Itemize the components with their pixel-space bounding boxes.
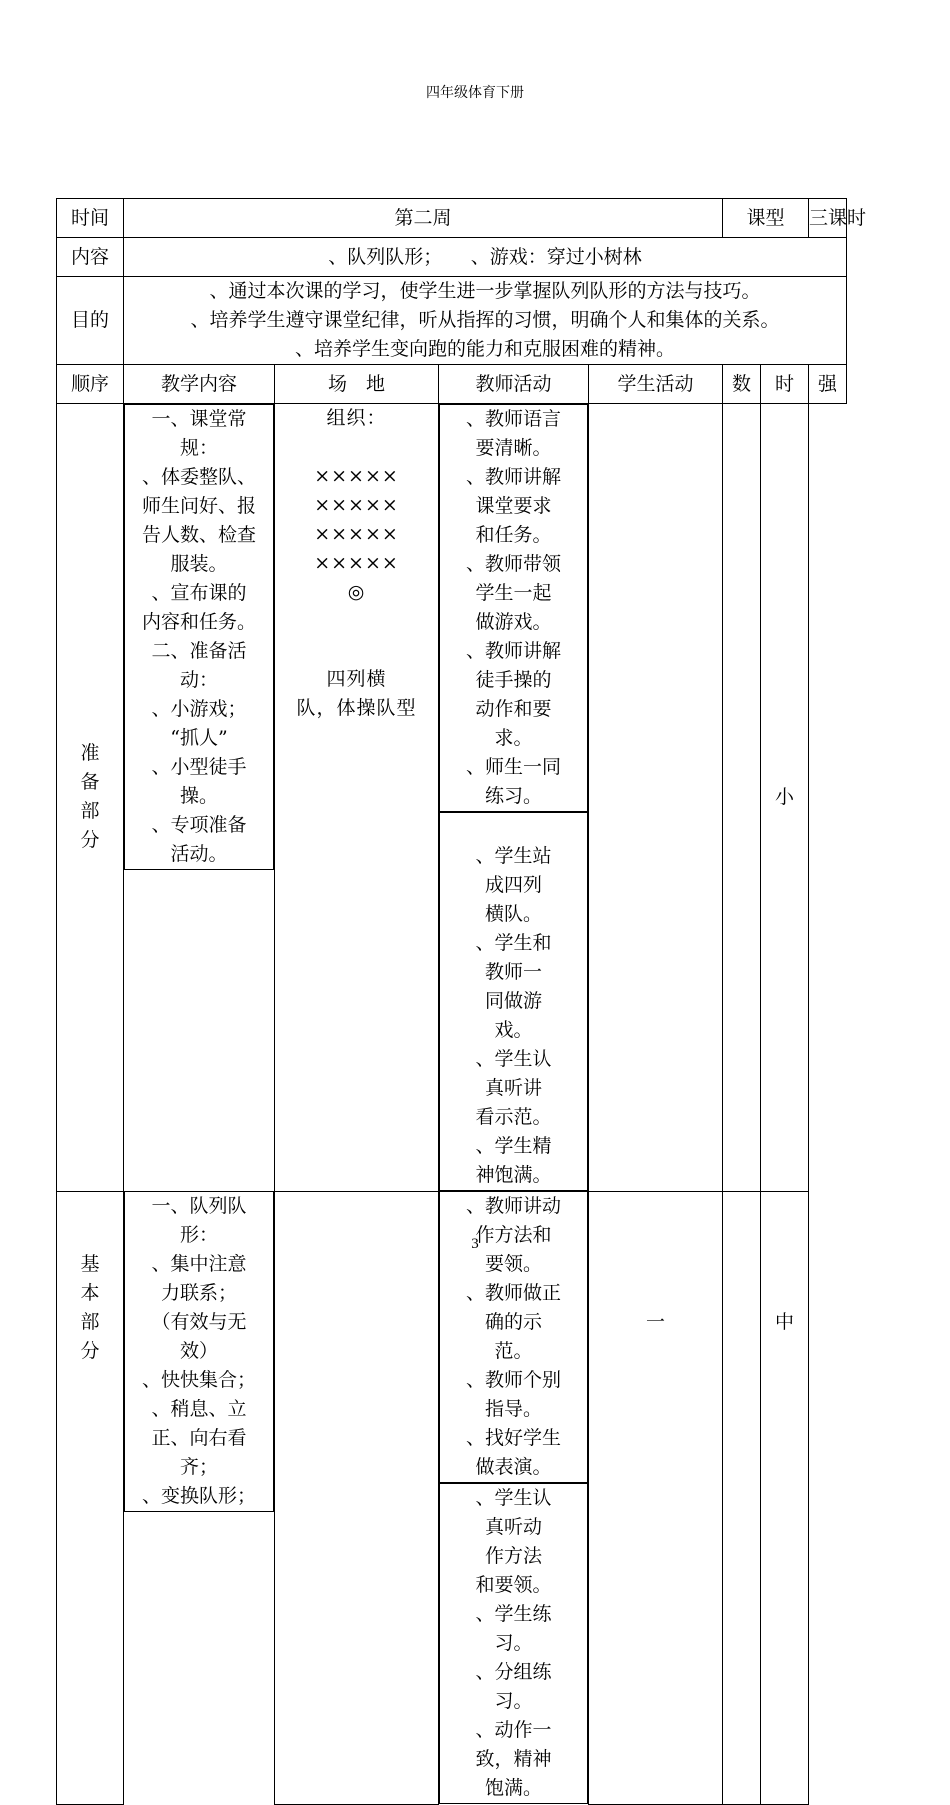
content-line: 师生问好、报 (141, 495, 256, 517)
time-cell (723, 404, 761, 1192)
venue-line: 队，体操队型 (296, 697, 417, 719)
student-line: 、学生精 (475, 1135, 552, 1157)
teacher-line: 、教师个别 (465, 1369, 561, 1391)
teacher-line: 、教师带领 (465, 553, 561, 575)
content-line: 形： (179, 1224, 218, 1246)
venue-cell (275, 404, 439, 1192)
teacher-line: 、教师讲解 (465, 466, 561, 488)
student-line: 神饱满。 (475, 1164, 552, 1186)
count-cell: 一 (589, 1191, 723, 1804)
student-line: 、动作一 (475, 1719, 552, 1741)
teacher-line: 和任务。 (475, 524, 552, 546)
content-line: 、小游戏； (151, 698, 247, 720)
content-line: 效） (179, 1340, 218, 1362)
student-line: 同做游 (484, 990, 542, 1012)
teacher-line: 动作和要 (475, 698, 552, 720)
teaching-content-cell (124, 404, 274, 870)
student-activity-cell (439, 1483, 588, 1804)
teacher-line: 、教师语言 (465, 408, 561, 430)
student-line: 和要领。 (475, 1574, 552, 1596)
type-label: 课型 (723, 199, 809, 238)
goal-row (57, 277, 847, 365)
teacher-line: 徒手操的 (475, 669, 552, 691)
teacher-line: 要领。 (484, 1253, 542, 1275)
student-line: 教师一 (484, 961, 542, 983)
teacher-line: 学生一起 (475, 582, 552, 604)
teacher-line: 、师生一同 (465, 756, 561, 778)
formation-row: ××××× (314, 494, 399, 516)
col-student-activity: 学生活动 (589, 365, 723, 404)
student-line: 饱满。 (484, 1777, 542, 1799)
count-cell (589, 404, 723, 1192)
column-header-row (57, 365, 847, 404)
intensity-cell: 小 (761, 404, 809, 1192)
intensity-cell: 中 (761, 1191, 809, 1804)
section-label-char: 本 (80, 1281, 100, 1304)
col-intensity: 强 (809, 365, 847, 404)
student-line: 成四列 (484, 874, 542, 896)
teacher-line: 、找好学生 (465, 1427, 561, 1449)
student-line: 、学生练 (475, 1603, 552, 1625)
page-number: 3 (471, 1236, 479, 1252)
student-line: 、学生和 (475, 932, 552, 954)
student-line: 作方法 (484, 1545, 542, 1567)
type-value: 三课时 (809, 199, 847, 238)
content-line: 服装。 (170, 553, 228, 575)
section-label-char: 部 (80, 1310, 100, 1333)
content-line: 告人数、检查 (141, 524, 256, 546)
venue-line: 四列横 (326, 668, 387, 690)
content-label: 内容 (57, 238, 124, 277)
section-preparation (57, 404, 847, 1192)
section-label-char: 准 (80, 742, 100, 765)
teacher-line: 作方法和 (475, 1224, 552, 1246)
teacher-activity-cell (439, 1191, 588, 1483)
section-label-char: 分 (80, 829, 100, 852)
goal-item: 、通过本次课的学习，使学生进一步掌握队列队形的方法与技巧。 (209, 280, 761, 302)
section-label (57, 1191, 124, 1804)
time-row (57, 199, 847, 238)
teacher-line: 、教师讲解 (465, 640, 561, 662)
content-line: 内容和任务。 (141, 611, 256, 633)
content-line: 、专项准备 (151, 814, 247, 836)
goal-list (124, 277, 847, 365)
teacher-line: 做表演。 (475, 1456, 552, 1478)
teacher-line: 、教师做正 (465, 1282, 561, 1304)
section-label-char: 基 (80, 1252, 100, 1275)
teacher-line: 做游戏。 (475, 611, 552, 633)
student-line: 戏。 (494, 1019, 533, 1041)
content-line: 正、向右看 (151, 1427, 247, 1449)
teacher-activity-cell (439, 404, 588, 812)
venue-line: 组织： (326, 407, 387, 429)
student-line: 、学生认 (475, 1048, 552, 1070)
time-value: 第二周 (124, 199, 723, 238)
section-label (57, 404, 124, 1192)
teacher-line: 确的示 (484, 1311, 542, 1333)
formation-row: ××××× (314, 465, 399, 487)
formation-row: ××××× (314, 552, 399, 574)
student-line: 横队。 (484, 903, 542, 925)
student-line (440, 813, 587, 842)
venue-line (275, 636, 438, 665)
content-line: 规： (179, 437, 218, 459)
student-line: 习。 (494, 1632, 533, 1654)
section-label-char: 部 (80, 800, 100, 823)
student-line: 、分组练 (475, 1661, 552, 1683)
time-label: 时间 (57, 199, 124, 238)
col-order: 顺序 (57, 365, 124, 404)
col-teacher-activity: 教师活动 (439, 365, 589, 404)
time-cell (723, 1191, 761, 1804)
teacher-line: 范。 (494, 1340, 533, 1362)
student-activity-cell (439, 812, 588, 1191)
section-label-char: 备 (80, 771, 100, 794)
content-line: 、快快集合； (141, 1369, 256, 1391)
student-line: 习。 (494, 1690, 533, 1712)
student-line: 、学生站 (475, 845, 552, 867)
teacher-line: 指导。 (484, 1398, 542, 1420)
venue-line (275, 607, 438, 636)
content-line: 活动。 (170, 843, 228, 865)
teacher-line: 、教师讲动 (465, 1195, 561, 1217)
teacher-line: 课堂要求 (475, 495, 552, 517)
content-line: 动： (179, 669, 218, 691)
teacher-position-marker: ◎ (347, 581, 366, 603)
venue-cell (275, 1191, 439, 1804)
content-line: 、小型徒手 (151, 756, 247, 778)
content-line: 、体委整队、 (141, 466, 256, 488)
student-line: 真听讲 (484, 1077, 542, 1099)
content-value: 、队列队形； 、游戏：穿过小树林 (124, 238, 847, 277)
formation-row: ××××× (314, 523, 399, 545)
content-row (57, 238, 847, 277)
venue-line (275, 433, 438, 462)
content-line: 、集中注意 (151, 1253, 247, 1275)
content-line: 齐； (179, 1456, 218, 1478)
section-label-char: 分 (80, 1339, 100, 1362)
lesson-plan-table (56, 198, 867, 1805)
goal-item: 、培养学生变向跑的能力和克服困难的精神。 (295, 338, 676, 360)
content-line: 、宣布课的 (151, 582, 247, 604)
col-time: 时 (761, 365, 809, 404)
teacher-line: 要清晰。 (475, 437, 552, 459)
content-line: “抓人” (170, 727, 228, 749)
content-line: （有效与无 (151, 1311, 247, 1333)
content-line: 、稍息、立 (151, 1398, 247, 1420)
goal-item: 、培养学生遵守课堂纪律，听从指挥的习惯，明确个人和集体的关系。 (190, 309, 780, 331)
content-line: 、变换队形； (141, 1485, 256, 1507)
page-header: 四年级体育下册 (426, 85, 524, 101)
student-line: 致，精神 (475, 1748, 552, 1770)
col-count: 数 (723, 365, 761, 404)
content-line: 一、课堂常 (151, 408, 247, 430)
content-line: 二、准备活 (151, 640, 247, 662)
section-basic (57, 1191, 847, 1804)
col-teaching-content: 教学内容 (124, 365, 275, 404)
teacher-line: 练习。 (484, 785, 542, 807)
student-line: 真听动 (484, 1516, 542, 1538)
student-line: 、学生认 (475, 1487, 552, 1509)
content-line: 力联系； (160, 1282, 237, 1304)
goal-label: 目的 (57, 277, 124, 365)
student-line: 看示范。 (475, 1106, 552, 1128)
col-venue: 场 地 (275, 365, 439, 404)
content-line: 一、队列队 (151, 1195, 247, 1217)
teacher-line: 求。 (494, 727, 533, 749)
content-line: 操。 (179, 785, 218, 807)
